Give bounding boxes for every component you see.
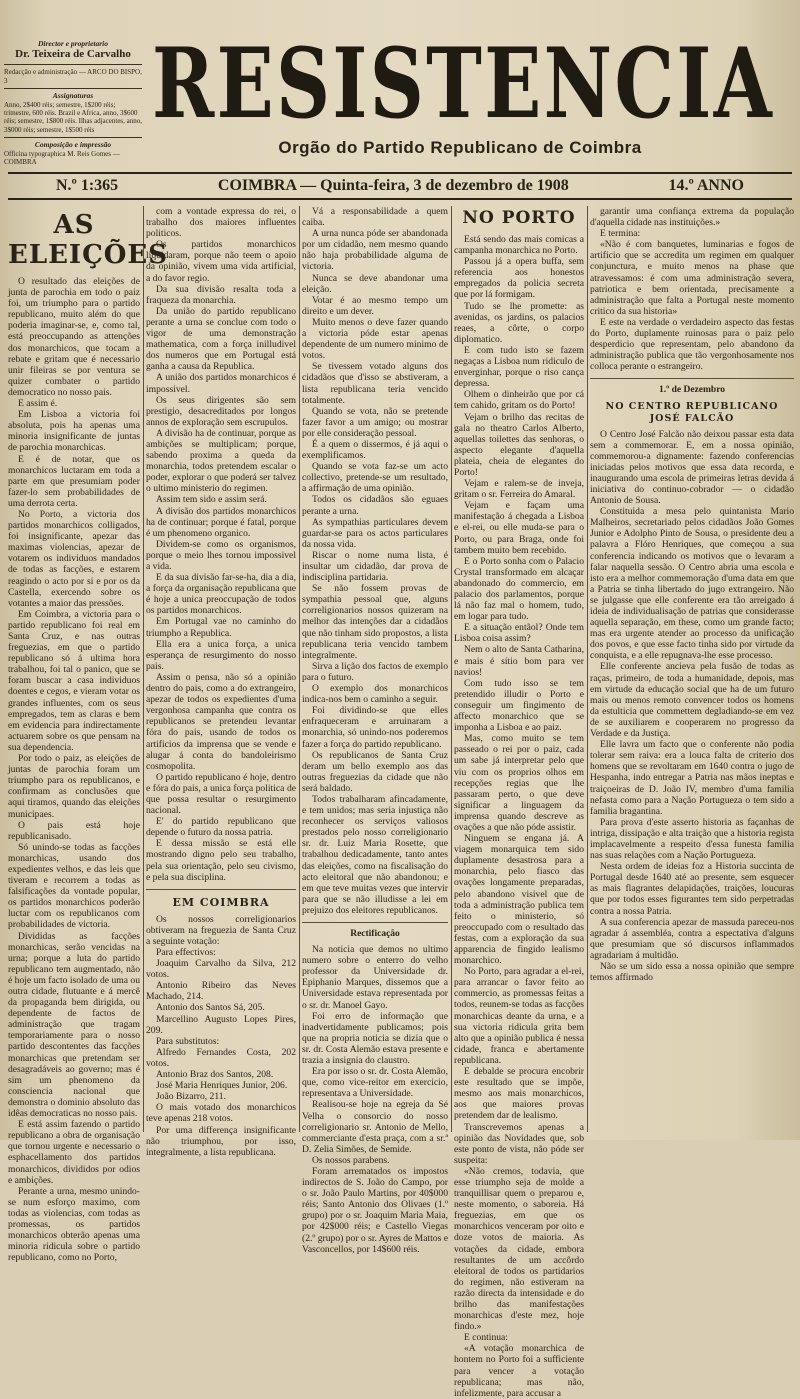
article-heading-no-porto: NO PORTO (462, 208, 576, 228)
paragraph: Assim tem sido e assim será. (156, 494, 267, 506)
subscriptions-text: Anno, 2$400 réis; semestre, 1$200 réis; trimestre, 600 réis. Brazil e Africa, anno, 3$600 réis; semestre, 1$800 réis. Ilhas adjacentes, anno, 3$000 réis; semestre, 1$500 réis (4, 100, 143, 134)
paragraph: No Porto, para agradar a el-rei, para arrancar o favor feito ao commercio, as promessas feitas a todos, reunem-se todas as facções monarchicas deante da urna, e a sua victoria ridicula grita bem alto que a opinião publica é nessa cidade, franca e abertamente republicana. (454, 966, 584, 1066)
paragraph: Tudo se lhe promette: as avenidas, os jardins, os palacios reaes, a côrte, o corpo diplomatico. (454, 300, 584, 345)
column-rule (299, 206, 300, 1132)
paragraph: Ninguem se engana já. A viagem monarquica tem sido duplamente desastrosa para a monarchia, pelo fiasco das ovações longamente preparadas, pelo abandono visivel que de toda a administração publica tem feito o ministerio, só preoccupado com o resultado das festas, com a exploração da sua apparencia de fingido lealismo monarchico. (454, 833, 584, 967)
paragraph: Se tivessem votado alguns dos cidadãos que d'isso se abstiveram, a lista republicana teria vencido totalmente. (302, 361, 448, 406)
paragraph: Os nossos parabens. (312, 1154, 390, 1166)
paragraph: Na noticia que demos no ultimo numero sobre o enterro do velho professor da Universidade dr. Epiphanio Marques, dissemos que a Universidade estava representada por o sr. dr. Manoel Gayo. (302, 944, 448, 1011)
article-body (590, 429, 794, 984)
paragraph: Só unindo-se todas as facções monarchicas, usando dos expedientes velhos, e das leis que tiveram e recorrem a todas as falsificações da vontade popular, os partidos monarchicos poderão luctar com os republicanos com probabilidades de victoria. (8, 841, 140, 931)
paragraph: Passou já a opera buffa, sem referencia aos honestos empregados da policia secreta que por lá formigam. (454, 256, 584, 301)
paragraph: O mais votado dos monarchicos teve apenas 218 votos. (146, 1102, 296, 1125)
paragraph: E a situação entãol? Onde tem Lisboa coisa assim? (454, 622, 584, 645)
paragraph: A união dos partidos monarchicos é impossivel. (146, 372, 296, 395)
paragraph: O partido republicano é hoje, dentro e fóra do pais, a unica força politica de que possa resultar o resurgimento nacional. (146, 771, 296, 817)
paragraph: Assim o pensa, não só a opinião dentro do pais, como a do extrangeiro, apezar de todos os expedientes d'uma vergonhosa campanha que contra os republicanos se pretendeu levantar fóra do pais, usando de todos os artificios da imprensa que se vende e alugar á conta do bandoleirismo cosmopolita. (146, 671, 296, 772)
paragraph: Para prova d'este asserto historia as façanhas de intriga, dissipação e alta traição que a historia regista implacavelmente a respeito d'essa funesta familia nas suas relações com a Nação Portugueza. (590, 816, 794, 862)
paragraph: A divisão ha de continuar, porque as ambições se multiplicam; porque, sabendo proxima a queda da monarchia, todos pretendem escalar o poder, explorar o que poderá ser talvez o ultimo ministerio do regimen. (146, 427, 296, 495)
paragraph: Para substitutos: (156, 1035, 220, 1047)
paragraph: E debalde se procura encobrir este resultado que se impõe, mesmo aos mais monarchicos, aos que maiores provas pretendem dar de lealismo. (454, 1066, 584, 1122)
paragraph: Os nossos correligionarios obtiveram na freguezia de Santa Cruz a seguinte votação: (146, 913, 296, 947)
issue-date: COIMBRA — Quinta-feira, 3 de dezembro de 1908 (217, 177, 569, 194)
paragraph: João Bizarro, 211. (156, 1091, 226, 1103)
paragraph: É a quem o dissermos, é já aqui o exemplificamos. (302, 438, 448, 462)
paragraph: Era por isso o sr. dr. Costa Alemão, que, como vice-reitor em exercicio, representava a Universidade. (302, 1066, 448, 1100)
paragraph: Em Portugal vae no caminho do triumpho a Republica. (146, 616, 296, 639)
issue-number: N.º 1:365 (56, 177, 119, 194)
paragraph: Com tudo isso se tem pretendido illudir o Porto e conseguir um fingimento de affecto monarchico que se imponha a Lisboa e ao paiz. (454, 677, 584, 734)
article-heading-centro-republicano: NO CENTRO REPUBLICANO JOSÉ FALCÃO (605, 400, 779, 424)
paragraph: Dividem-se como os organismos, porque o meio lhes tornou impossivel a vida. (146, 538, 296, 572)
paragraph: Está sendo das mais comicas a campanha monarchica no Porto. (454, 234, 584, 257)
paragraph: Foi dividindo-se que elles enfraqueceram e arruinaram a monarchia, só unindo-nos poderemos fazer a força do partido republicano. (302, 705, 448, 750)
paragraph: Quando se vota faz-se um acto collectivo, pretende-se um resultado, a affirmação de uma opinião. (302, 461, 448, 495)
paragraph: E este na verdade o verdadeiro aspecto das festas do Porto, duplamente ruinosas para o paiz pelo desperdicio que representam, pelo abandono da administração publica que tão vergonhosamente nos colloca perante o estrangeiro. (590, 316, 794, 373)
paragraph: «Não é com banquetes, luminarias e fogos de artificio que se accredita um regimen em qualquer conjunctura, e muito menos na phase que atravessamos: é com uma administração severa, patriotica e bem orientada, precisamente a administração que falta a Portugal neste momento critico da sua historia» (590, 239, 794, 317)
paragraph: Transcrevemos apenas a opinião das Novidades que, sob este ponto de vista, não póde ser suspeita: (454, 1121, 584, 1166)
paragraph: Nunca se deve abandonar uma eleição. (302, 272, 448, 295)
paragraph: garantir uma confiança extrema da população d'aquella cidade nas instituições.» (590, 206, 794, 229)
paragraph: Constituida a mesa pelo quintanista Mario Malheiros, secretariado pelos cidadãos João Gomes Junior e Adolpho Pinto de Sousa, o presidente deu a palavra a Flóro Henriques, que começou a sua conferencia indicando os motivos que o levaram a falar naquella sessão. O Centro abria uma escola e isto era a melhor commemoração d'uma data em que a Patria se tinha libertado do jugo extrangeiro. Não se julgasse que elle conferente era tão arreigado á ideia de individualisação de patrias que considerasse aquella separação, em these, como um grande facto; mas era urgente atender ao processo da unificação dos povos, e que esse facto tinha sido por virtude da conquista, e a elle repugnava-lhe esse processo. (590, 506, 794, 662)
paragraph: E está assim fazendo o partido republicano a obra de organisação que tornou urgente e necessario o esphacellamento dos partidos monarchicos, divididos por odios e ambições. (8, 1119, 140, 1186)
paragraph: Em Lisboa a victoria foi absoluta, pois ha apenas uma minoria insignificante de juntas de parochia monarchicas. (8, 409, 140, 454)
article-body (146, 914, 296, 1158)
paragraph: Foi erro de informação que inadvertidamente publicamos; pois que na propria noticia se dizia que o sr. dr. Costa Alemão estava presente e trazia a insignia do claustro. (302, 1010, 448, 1067)
paragraph: José Maria Henriques Junior, 206. (156, 1080, 288, 1092)
paragraph: Se não fossem provas de sympathia pessoal que, alguns correligionarios nossos quizeram na melhor das intenções dar a cidadãos que não tinham sido propostos, a lista republicana teria vencido tambem integralmente. (302, 583, 448, 661)
section-heading-em-coimbra: EM COIMBRA (172, 895, 270, 909)
newspaper-title: RESISTENCIA (152, 27, 775, 140)
paragraph: Para effectivos: (156, 947, 216, 958)
article-body (146, 206, 296, 883)
paragraph: Vejam e façam uma manifestação á chegada a Lisboa e el-rei, ou elle muda-se para o Porto, ou para Braga, onde foi tambem muito bem recebido. (454, 500, 584, 556)
column-1 (8, 206, 169, 1264)
paragraph: E da sua divisão far-se-ha, dia a dia, a força da organisação republicana que é hoje a unica preoccupação de todos os partidos monarchicos. (146, 572, 296, 617)
paragraph: Por uma differença insignificante não triumphou, por isso, integralmente, a lista republicana. (146, 1124, 296, 1158)
column-rule (451, 206, 452, 1132)
column-rule (587, 206, 588, 1132)
paragraph: Marcellino Augusto Lopes Pires, 209. (146, 1013, 296, 1036)
paragraph: Antonio Ribeiro das Neves Machado, 214. (146, 980, 296, 1003)
paragraph: Os seus dirigentes são sem prestigio, desacreditados por longos annos de exploração sem escrupulos. (146, 394, 296, 428)
paragraph: Antonio dos Santos Sá, 205. (156, 1002, 265, 1014)
paragraph: Realisou-se hoje na egreja da Sé Velha o consorcio do nosso correligionario sr. Antonio de Mello, commerciante d'esta praça, com a sr.ª D. Zelia Simões, de Semide. (302, 1099, 448, 1155)
date-heading: 1.º de Dezembro (658, 385, 725, 396)
paragraph: Nem o alto de Santa Catharina, e mais é sítio bom para ver navios! (454, 644, 584, 678)
paragraph: E termina: (600, 228, 641, 240)
paragraph: Todos os cidadãos são eguaes perante a urna. (302, 494, 448, 517)
article-body (590, 206, 794, 372)
paragraph: Mas, como muito se tem passeado o rei por o paiz, cada um sabe já interpretar pelo que viu com os proprios olhos em recepções regias que lhe passaram perto, o que deve significar a linguagem da imprensa quando descreve as ovações a que não póde assistir. (454, 733, 584, 833)
newspaper-subtitle: Orgão do Partido Republicano de Coimbra (278, 138, 642, 157)
paragraph: E com tudo isto se fazem negaças a Lisboa num ridiculo de enverginhar, porque o riso cança depressa. (454, 344, 584, 390)
article-body (454, 234, 584, 1399)
article-body (302, 206, 448, 916)
paragraph: Não se um sido essa a nossa opinião que sempre temos affirmado (590, 961, 794, 984)
paragraph: «Não cremos, todavia, que esse triumpho seja de molde a tranquillisar quem o preparou e, neste momento, o saboreia. Há freguezias, em que os monarchicos venceram por oito e doze votos de maioria. As votações da cidade, embora resultantes de um accôrdo eleitoral de todos os partidarios do regimen, não estiveram na razão directa da intensidade e do brilho das manifestações monarchicas d'este mez, hoje findo.» (454, 1165, 584, 1333)
masthead-divider (4, 64, 142, 65)
paragraph: Da união do partido republicano perante a urna se conclue com todo o vigor de uma demonstração mathematica, com a força inilludivel dos numeros que em Portugal está ganha a causa da Republica. (146, 305, 296, 373)
admin-address: Redacção e administração — ARCO DO BISPO, 3 (4, 68, 142, 85)
paragraph: Nesta ordem de ideias foz a Historia succinta de Portugal desde 1640 até ao presente, sem esquecer as mais flagrantes delapidações, traições, loucuras que por todos esses figurantes tem sido perpetradas contra a nossa Patria. (590, 861, 794, 917)
paragraph: O resultado das eleições de junta de parochia em todo o paiz foi, um triumpho para o partido republicano, muito além do que poderia imaginar-se, e, como tal, está preoccupando as attenções dos monarchicos, que tocam a rebate e gritam que é necessario unir fileiras se por ventura se quizer combater o partido democratico no nosso pais. (8, 276, 140, 398)
article-heading-eleicoes: AS ELEIÇÕES (8, 210, 169, 270)
director-name: Dr. Teixeira de Carvalho (15, 48, 131, 61)
paragraph: E' do partido republicano que depende o futuro da nossa patria. (146, 816, 296, 839)
paragraph: Antonio Braz dos Santos, 208. (156, 1069, 274, 1081)
paragraph: Em Coimbra, a victoria para o partido republicano foi real em Santa Cruz, e nas outras freguezias, em que o partido republicano só á ultima hora trabalhou, foi tal o panico, que se foram buscar a casa individuos doentes e cegos, e vieram votar os grandes influentes, com os seus empregados, tem as claras e bem em evidencia para indirectamente actuarem sobre os que pensam na sua dependencia. (8, 608, 140, 753)
column-4 (454, 206, 584, 1399)
paragraph: Ella era a unica força, a unica esperança de resurgimento do nosso pais. (146, 638, 296, 672)
paragraph: Foram arrematados os impostos indirectos de S. João do Campo, por o sr. João Paulo Martins, por 40$000 réis; Santo Antonio dos Olivaes (1.º grupo) por o sr. Joaquim Maria Maia, por 42$000 réis; e Castello Viegas (2.º grupo) por o sr. Ayres de Mattos e Vasconcellos, por 14$600 réis. (302, 1165, 448, 1255)
article-body (8, 276, 140, 1263)
section-heading-rectificacao: Rectificação (350, 929, 400, 939)
section-divider (146, 889, 296, 890)
paragraph: Vejam o brilho das recitas de gala no theatro Carlos Alberto, aquellas toilettes das senhoras, o aspecto elegante d'aquella plateia, cheia de elegantes do Porto! (454, 411, 584, 478)
paragraph: Quando se vota, não se pretende fazer favor a um amigo; ou mostrar por elle consideração pessoal. (302, 405, 448, 439)
section-divider (590, 378, 794, 379)
paragraph: Todos trabalharam afincadamente, e tem unidos; mas seria injustiça não reconhecer os serviços valiosos prestados pelo nosso correligionario sr. dr. Luiz Maria Rosette, que trabalhou dedicadamente, tanto antes das eleições, como na fiscalisação do acto eleitoral que não abandonou; e em que teve muitas vezes que intervir para que se não illudisse a lei em prejuizo dos eleitores republicanos. (302, 793, 448, 916)
paragraph: Elle lavra um facto que o conferente não podia tolerar sem raiva: era a louca falta de criterio dos homens que se revoltaram em 1640 contra o jugo de Hespanha, indo entregar a Patria nas mãos ineptas e traiçoeiras de D. João IV, membro d'uma familia nefasta como para a Nação Portugueza o tem sido a familia bragantina. (590, 739, 794, 817)
paragraph: A sua conferencia apezar de massuda pareceu-nos agradar á assembléa, contra a espectativa d'alguns que presumiam que só discursos inflammados agradariam á multidão. (590, 916, 794, 961)
column-rule (143, 206, 144, 1132)
paragraph: Divididas as facções monarchicas, serão vencidas na urna; porque a luta do partido republicano tem augmentado, não é hoje um facto isolado de uma ou outra cidade, flutuante e á mercê da propaganda bem dirigida, ou dependente de factos de administração que tragam temporariamente para o nosso partido descontentes das facções monarchicas que pretendam ser desagradáveis ao governo; mas é sim um phenomeno da consciencia nacional que demonstra o dominio absoluto das idêas democraticas no nosso pais. (8, 930, 140, 1120)
paragraph: Da sua divisão resalta toda a fraqueza da monarchia. (146, 283, 296, 306)
paragraph: Vejam e ralem-se de inveja, gritam o sr. Ferreira do Amaral. (454, 478, 584, 501)
printing-label: Composição e impressão (34, 140, 112, 150)
paragraph: E é de notar, que os monarchicos luctaram em toda a parte em que presumiam poder fazer-lo sem probabilidades de uma derrota certa. (8, 453, 140, 509)
section-divider (302, 922, 448, 923)
paragraph: Votar é ao mesmo tempo um direito e um dever. (302, 294, 448, 317)
paragraph: Por todo o paiz, as eleições de juntas de parochia foram um triumpho para os republicanos, e confirmam as conclusões que aqui tiramos, quando das eleições municipaes. (8, 753, 140, 820)
column-3 (302, 206, 448, 1255)
paragraph: No Porto, a victoria dos partidos monarchicos colligados, foi insignificante, apezar das maximas violencias, apezar de votarem os individuos mandados de todas as facções, e estarem reagindo o acto por si e por os da Castella, exercendo sobre os votantes a maior das pressões. (8, 508, 140, 609)
paragraph: E dessa missão se está elle mostrando digno pelo seu trabalho, pela sua orientação, pelo seu civismo, e pela sua disciplina. (146, 838, 296, 883)
paragraph: com a vontade expressa do rei, o trabalho dos maiores influentes politicos. (146, 206, 296, 240)
paragraph: E assim é. (18, 398, 58, 410)
paragraph: Elle conferente ancieva pela fusão de todas as raças, primeiro, de toda a humanidade, depois, mas em virtude da educação social que ha de um futuro mais ou menos remoto convencer todos os homens da estulticia que commettem degladiando-se em vez de se auxiliarem e cooperarem no progresso da Verdade e da Justiça. (590, 661, 794, 740)
issue-year: 14.º ANNO (668, 177, 744, 194)
paragraph: Olhem o dinheirão que por cá tem cahido, gritam os do Porto! (454, 389, 584, 412)
column-5 (590, 206, 794, 1132)
paragraph: A urna nunca póde ser abandonada por um cidadão, nem mesmo quando não haja probabilidade alguma de victoria. (302, 228, 448, 273)
masthead-divider (4, 137, 142, 138)
paragraph: As sympathias particulares devem guardar-se para os actos particulares da nossa vida. (302, 516, 448, 550)
paragraph: E o Porto sonha com o Palacio Crystal transformado em alcaçar abandonado do commercio, em palacio dos parlamentos, porque lá não faz mal o homem, tudo, em logar para tudo. (454, 555, 584, 623)
paragraph: Vá a responsabilidade a quem caiba. (302, 206, 448, 229)
paragraph: Muito menos o deve fazer quando a victoria póde estar apenas dependente de um numero minimo de votos. (302, 316, 448, 362)
paragraph: Riscar o nome numa lista, é insultar um cidadão, dar prova de indisciplina partidaria. (302, 549, 448, 584)
masthead-info-box (4, 40, 142, 166)
paragraph: «A votação monarchica de hontem no Porto foi a sufficiente para vencer a votação republicana; mas não, infelizmente, para accusar a (454, 1343, 584, 1399)
masthead-divider (4, 88, 142, 89)
paragraph: O exemplo dos monarchicos indica-nos bem o caminho a seguir. (302, 683, 448, 706)
subscriptions-label: Assignaturas (52, 91, 94, 101)
paragraph: E continua: (464, 1332, 508, 1344)
paragraph: Os partidos monarchicos liquidaram, porque não teem o apoio da opinião, vivem uma vida artificial, a do favor regio. (146, 239, 296, 284)
paragraph: O Centro José Falcão não deixou passar esta data sem a commemorar. E, em a nossa opinião, commemorou-a dignamente: fazendo conferencias iniciadas pelos motivos que essa data recorda, e inaugurando uma escola de primeiras letras devida á iniciativa do continuo-cobrador — o cidadão Antonio de Sousa. (590, 428, 794, 507)
column-2 (146, 206, 296, 1158)
paragraph: A divisão dos partidos monarchicos ha de continuar; porque é fatal, porque é um phenomeno organico. (146, 505, 296, 539)
paragraph: Perante a urna, mesmo unindo-se num esforço maximo, com todas as violencias, com todas as promessas, os partidos monarchicos obterão apenas uma minoria ridicula sobre o partido republicano, como no Porto, (8, 1185, 140, 1264)
paragraph: Joaquim Carvalho da Silva, 212 votos. (146, 958, 296, 981)
paragraph: Os republicanos de Santa Cruz deram um bello exemplo aos das outras freguezias da cidade que não será baldado. (302, 749, 448, 794)
printing-text: Officina typographica M. Reis Gomes — COIMBRA (4, 149, 120, 167)
paragraph: O pais está hoje republicanisado. (8, 819, 140, 842)
dateline-bar (8, 172, 792, 200)
director-label: Director e proprietario (38, 39, 108, 48)
paragraph: Sirva a lição dos factos de exemplo para o futuro. (302, 660, 448, 683)
article-body (302, 944, 448, 1255)
paragraph: Alfredo Fernandes Costa, 202 votos. (146, 1046, 296, 1069)
